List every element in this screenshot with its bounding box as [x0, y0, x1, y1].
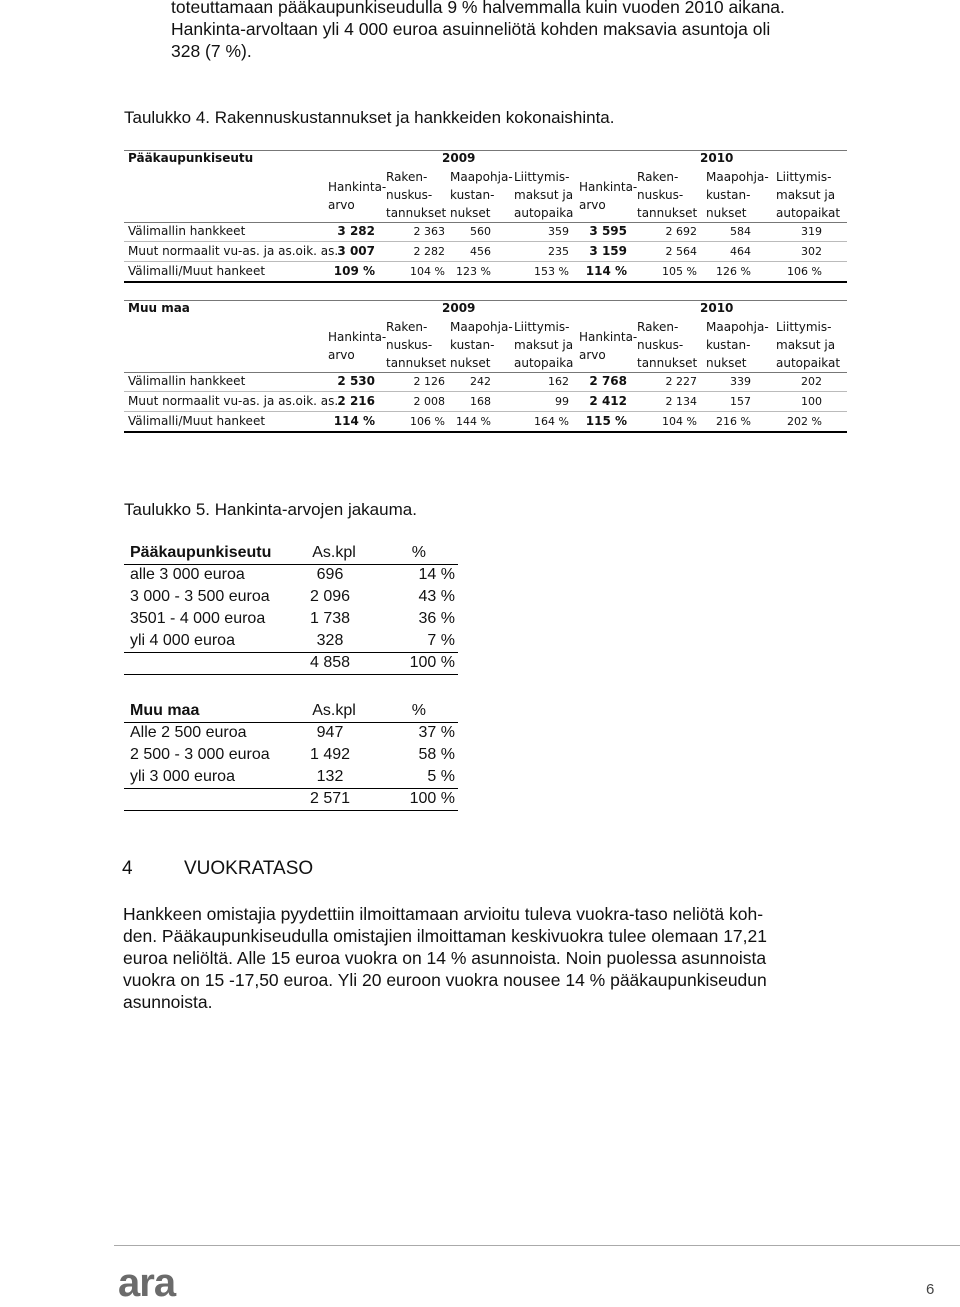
dist-label: yli 3 000 euroa [130, 768, 235, 785]
dist-label: yli 4 000 euroa [130, 632, 235, 649]
table-row [124, 412, 847, 431]
dist-header-row [124, 542, 458, 564]
dist-percent: 36 % [418, 610, 455, 627]
dist-label: alle 3 000 euroa [130, 566, 245, 583]
header-raken-2009: tannukset [386, 206, 447, 220]
intro-line: 328 (7 %). [171, 41, 252, 61]
header-raken-2010: nuskus- [637, 188, 684, 202]
header-liittymis-2010: autopaikat [776, 356, 841, 370]
header-maapohja-2010: Maapohja- [706, 320, 769, 334]
header-liittymis-2010: maksut ja [776, 338, 836, 352]
header-hankinta-2010: arvo [579, 198, 606, 212]
body-line: vuokra on 15 -17,50 euroa. Yli 20 euroon vuokra nousee 14 % pääkaupunkiseudun [123, 970, 767, 990]
row-value: 3 595 [589, 224, 627, 238]
table-row [124, 372, 847, 391]
row-value: 114 % [585, 264, 627, 278]
header-liittymis-2009: maksut ja [514, 338, 574, 352]
dist-percent: 5 % [427, 768, 455, 785]
dist-count: 328 [316, 632, 344, 649]
table4-pks-block [124, 150, 847, 282]
header-raken-2010: tannukset [637, 356, 698, 370]
table-row [124, 262, 847, 281]
header-maapohja-2009: Maapohja- [450, 170, 513, 184]
row-value: 2 134 [665, 395, 697, 408]
dist-count: 2 096 [309, 588, 351, 605]
row-value: 456 [470, 245, 491, 258]
header-raken-2010: Raken- [637, 170, 679, 184]
header-liittymis-2009: autopaika [514, 206, 574, 220]
section-title: VUOKRATASO [184, 858, 314, 879]
row-value: 2 008 [413, 395, 445, 408]
header-maapohja-2010: nukset [706, 206, 747, 220]
table4-caption: Taulukko 4. Rakennuskustannukset ja hankkeiden kokonaishinta. [124, 108, 615, 127]
table-year-2010: 2010 [700, 151, 734, 165]
header-raken-2009: tannukset [386, 356, 447, 370]
distribution-muumaa-table [124, 700, 458, 812]
header-raken-2010: nuskus- [637, 338, 684, 352]
row-value: 2 126 [413, 375, 445, 388]
header-hankinta-2010: Hankinta- [579, 330, 638, 344]
dist-row [124, 744, 458, 766]
row-label: Välimalli/Muut hankeet [128, 264, 266, 278]
row-label: Muut normaalit vu-as. ja as.oik. as. [128, 244, 339, 258]
header-liittymis-2009: autopaika [514, 356, 574, 370]
row-value: 2 227 [665, 375, 697, 388]
dist-count: 1 492 [309, 746, 351, 763]
row-value: 2 412 [589, 394, 627, 408]
header-raken-2010: Raken- [637, 320, 679, 334]
dist-label: Alle 2 500 euroa [130, 724, 247, 741]
table-region-label: Muu maa [128, 301, 190, 315]
row-value: 319 [801, 225, 822, 238]
dist-row [124, 564, 458, 586]
row-value: 202 % [787, 415, 822, 428]
table-year-2009: 2009 [442, 301, 476, 315]
row-value: 164 % [534, 415, 569, 428]
dist-row [124, 608, 458, 630]
table-bottom-border [124, 431, 847, 433]
distribution-pks-table [124, 542, 458, 678]
header-raken-2009: Raken- [386, 170, 428, 184]
row-value: 202 [801, 375, 822, 388]
dist-bottom-border [124, 810, 458, 811]
header-raken-2009: nuskus- [386, 338, 433, 352]
row-value: 3 282 [337, 224, 375, 238]
dist-header-count: As.kpl [312, 544, 356, 561]
row-value: 114 % [333, 414, 375, 428]
table-row [124, 222, 847, 241]
header-hankinta-2009: Hankinta- [328, 330, 387, 344]
row-value: 123 % [456, 265, 491, 278]
row-value: 242 [470, 375, 491, 388]
row-value: 153 % [534, 265, 569, 278]
dist-header-count: As.kpl [312, 702, 356, 719]
dist-count: 1 738 [309, 610, 351, 627]
page-number: 6 [926, 1281, 935, 1298]
header-maapohja-2009: kustan- [450, 188, 495, 202]
row-value: 144 % [456, 415, 491, 428]
row-value: 105 % [662, 265, 697, 278]
footer-divider [114, 1245, 960, 1246]
svg-text:ara: ara [118, 1262, 176, 1302]
row-label: Välimalli/Muut hankeet [128, 414, 266, 428]
section-body [123, 903, 833, 1013]
dist-header-percent: % [411, 544, 426, 561]
header-hankinta-2010: arvo [579, 348, 606, 362]
header-liittymis-2009: maksut ja [514, 188, 574, 202]
row-value: 162 [548, 375, 569, 388]
row-label: Välimallin hankkeet [128, 224, 246, 238]
header-raken-2009: nuskus- [386, 188, 433, 202]
dist-label: 3501 - 4 000 euroa [130, 610, 266, 627]
table-row [124, 392, 847, 411]
row-value: 3 007 [337, 244, 375, 258]
body-line: euroa neliöltä. Alle 15 euroa vuokra on 14 % asunnoista. Noin puolessa asunnoista [123, 948, 767, 968]
table5-caption: Taulukko 5. Hankinta-arvojen jakauma. [124, 500, 417, 519]
table-region-label: Pääkaupunkiseutu [128, 151, 254, 165]
header-maapohja-2010: kustan- [706, 338, 751, 352]
dist-row [124, 586, 458, 608]
dist-header-label: Muu maa [130, 702, 200, 719]
row-value: 584 [730, 225, 751, 238]
table-row [124, 242, 847, 261]
dist-percent: 58 % [418, 746, 455, 763]
dist-percent: 14 % [418, 566, 455, 583]
row-value: 104 % [410, 265, 445, 278]
body-line: den. Pääkaupunkiseudulla omistajien ilmoittaman keskivuokra tulee olemaan 17,21 [123, 926, 767, 946]
row-value: 359 [548, 225, 569, 238]
intro-line: toteuttamaan pääkaupunkiseudulla 9 % halvemmalla kuin vuoden 2010 aikana. [171, 0, 785, 17]
row-label: Muut normaalit vu-as. ja as.oik. as. [128, 394, 339, 408]
header-maapohja-2009: Maapohja- [450, 320, 513, 334]
header-maapohja-2010: kustan- [706, 188, 751, 202]
table-top-border [124, 300, 847, 301]
row-value: 2 530 [337, 374, 375, 388]
row-label: Välimallin hankkeet [128, 374, 246, 388]
dist-percent: 43 % [418, 588, 455, 605]
row-value: 99 [555, 395, 569, 408]
row-value: 216 % [716, 415, 751, 428]
row-value: 106 % [410, 415, 445, 428]
row-value: 560 [470, 225, 491, 238]
header-liittymis-2009: Liittymis- [514, 170, 570, 184]
row-value: 2 363 [413, 225, 445, 238]
row-value: 2 216 [337, 394, 375, 408]
dist-row [124, 630, 458, 652]
row-value: 3 159 [589, 244, 627, 258]
header-maapohja-2009: nukset [450, 206, 491, 220]
header-maapohja-2009: kustan- [450, 338, 495, 352]
row-value: 235 [548, 245, 569, 258]
dist-header-row [124, 700, 458, 722]
header-maapohja-2010: nukset [706, 356, 747, 370]
body-line: Hankkeen omistajia pyydettiin ilmoittamaan arvioitu tuleva vuokra-taso neliötä koh- [123, 904, 764, 924]
dist-count: 4 858 [309, 654, 351, 671]
header-raken-2010: tannukset [637, 206, 698, 220]
dist-percent: 37 % [418, 724, 455, 741]
ara-logo [118, 1262, 208, 1302]
header-hankinta-2009: Hankinta- [328, 180, 387, 194]
dist-count: 132 [316, 768, 344, 785]
row-value: 100 [801, 395, 822, 408]
intro-line: Hankinta-arvoltaan yli 4 000 euroa asuinneliötä kohden maksavia asuntoja oli [171, 19, 771, 39]
dist-label: 2 500 - 3 000 euroa [130, 746, 270, 763]
dist-count: 947 [316, 724, 344, 741]
dist-label: 3 000 - 3 500 euroa [130, 588, 270, 605]
row-value: 157 [730, 395, 751, 408]
intro-paragraph [171, 0, 871, 62]
section-number: 4 [122, 858, 133, 879]
dist-header-label: Pääkaupunkiseutu [130, 544, 272, 561]
row-value: 2 692 [665, 225, 697, 238]
dist-row [124, 722, 458, 744]
dist-count: 696 [316, 566, 344, 583]
row-value: 2 564 [665, 245, 697, 258]
row-value: 2 282 [413, 245, 445, 258]
dist-row [124, 766, 458, 788]
dist-count: 2 571 [309, 790, 351, 807]
row-value: 168 [470, 395, 491, 408]
header-liittymis-2010: Liittymis- [776, 170, 832, 184]
table-year-2009: 2009 [442, 151, 476, 165]
header-liittymis-2010: autopaikat [776, 206, 841, 220]
header-liittymis-2010: maksut ja [776, 188, 836, 202]
header-raken-2009: Raken- [386, 320, 428, 334]
dist-percent: 100 % [409, 790, 455, 807]
dist-bottom-border [124, 674, 458, 675]
header-liittymis-2009: Liittymis- [514, 320, 570, 334]
row-value: 104 % [662, 415, 697, 428]
row-value: 339 [730, 375, 751, 388]
table4-muumaa-block [124, 300, 847, 432]
header-hankinta-2009: arvo [328, 348, 355, 362]
table-bottom-border [124, 281, 847, 283]
dist-header-percent: % [411, 702, 426, 719]
dist-percent: 7 % [427, 632, 455, 649]
table-year-2010: 2010 [700, 301, 734, 315]
header-hankinta-2010: Hankinta- [579, 180, 638, 194]
dist-total-row [124, 652, 458, 674]
header-liittymis-2010: Liittymis- [776, 320, 832, 334]
dist-total-row [124, 788, 458, 810]
row-value: 2 768 [589, 374, 627, 388]
header-maapohja-2009: nukset [450, 356, 491, 370]
header-maapohja-2010: Maapohja- [706, 170, 769, 184]
row-value: 109 % [333, 264, 375, 278]
body-line: asunnoista. [123, 992, 213, 1012]
row-value: 115 % [585, 414, 627, 428]
row-value: 106 % [787, 265, 822, 278]
row-value: 464 [730, 245, 751, 258]
row-value: 302 [801, 245, 822, 258]
dist-percent: 100 % [409, 654, 455, 671]
header-hankinta-2009: arvo [328, 198, 355, 212]
row-value: 126 % [716, 265, 751, 278]
